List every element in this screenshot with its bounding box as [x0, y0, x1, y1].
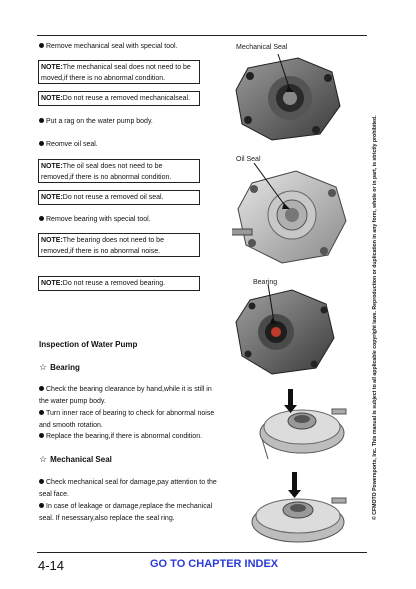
seal-item-1: Check mechanical seal for damage,pay attention to the seal face.	[39, 479, 217, 498]
top-rule	[37, 35, 367, 36]
bullet-icon	[39, 216, 44, 221]
step-remove-oil-seal: Reomve oil seal.	[39, 139, 209, 150]
step-put-rag: Put a rag on the water pump body.	[39, 116, 209, 127]
note-no-reuse-mechanical-seal: NOTE:Do not reuse a removed mechanicalseal.	[38, 91, 200, 106]
star-icon: ☆	[39, 362, 48, 372]
mechanical-seal-subheading: ☆ Mechanical Seal	[39, 454, 112, 464]
inspection-heading: Inspection of Water Pump	[39, 340, 138, 349]
oil-seal-photo	[232, 163, 350, 269]
note-no-reuse-bearing: NOTE:Do not reuse a removed bearing.	[38, 276, 200, 291]
bullet-icon	[39, 503, 44, 508]
bullet-icon	[39, 433, 44, 438]
bullet-icon	[39, 141, 44, 146]
step-remove-bearing: Remove bearing with special tool.	[39, 214, 209, 225]
label-oil-seal: Oil Seal	[236, 156, 261, 163]
bearing-subheading: ☆ Bearing	[39, 362, 80, 372]
bottom-rule	[37, 552, 367, 553]
bearing-item-3: Replace the bearing,if there is abnormal condition.	[39, 431, 219, 443]
note-mechanical-seal: NOTE:The mechanical seal does not need to be moved,if there is no abnormal condition.	[38, 60, 200, 84]
bearing-photo	[232, 284, 338, 376]
copyright-notice: © CFMOTO Powersports, Inc. This manual is subject to all applicable copyright laws. Reproduction or duplication in any form, whole or in part, is strictly prohibited.	[372, 115, 378, 520]
note-bearing: NOTE:The bearing does not need to be removed,if there is no abnormal noise.	[38, 233, 200, 257]
note-oil-seal: NOTE:The oil seal does not need to be removed,if there is no abnormal condition.	[38, 159, 200, 183]
bullet-icon	[39, 479, 44, 484]
label-bearing: Bearing	[253, 279, 278, 286]
bearing-inspection-photo	[256, 385, 348, 461]
seal-item-2: In case of leakage or damage,replace the mechanical seal. If nesessary,also replace the seal ring.	[39, 503, 213, 522]
mechanical-seal-photo	[228, 54, 348, 142]
step-remove-mechanical-seal: Remove mechanical seal with special tool.	[39, 41, 209, 52]
mechanical-seal-inspection-photo	[248, 470, 350, 550]
note-no-reuse-oil-seal: NOTE:Do not reuse a removed oil seal.	[38, 190, 200, 205]
bearing-item-1: Check the bearing clearance by hand,while it is still in the water pump body.	[39, 386, 212, 405]
bullet-icon	[39, 410, 44, 415]
label-mechanical-seal: Mechanical Seal	[236, 44, 288, 51]
bullet-icon	[39, 43, 44, 48]
bullet-icon	[39, 118, 44, 123]
chapter-index-link[interactable]: GO TO CHAPTER INDEX	[150, 558, 279, 570]
star-icon: ☆	[39, 454, 48, 464]
page-number: 4-14	[38, 558, 65, 573]
bullet-icon	[39, 386, 44, 391]
bearing-item-2: Turn inner race of bearing to check for abnormal noise and smooth rotation.	[39, 410, 215, 429]
